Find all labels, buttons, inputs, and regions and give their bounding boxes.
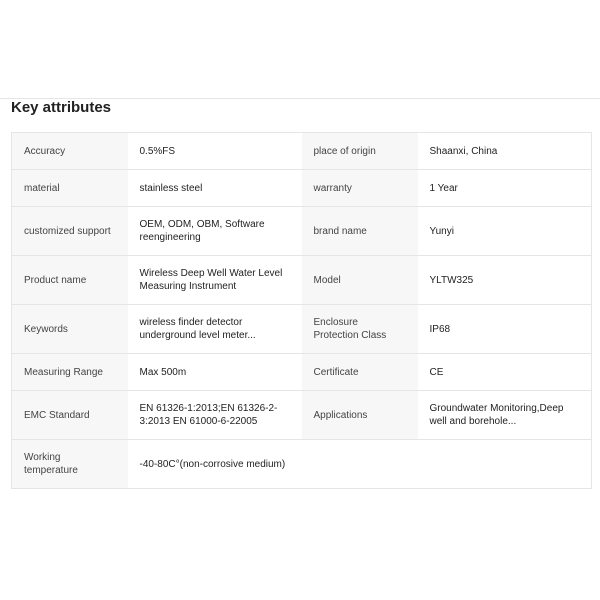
attribute-value: -40-80C°(non-corrosive medium) [128,440,302,489]
attribute-label: brand name [302,207,418,256]
attribute-value: wireless finder detector underground level meter... [128,305,302,354]
attribute-row [12,391,592,440]
attribute-value: 0.5%FS [128,133,302,170]
attribute-value: Yunyi [418,207,592,256]
attribute-label: Product name [12,256,128,305]
attribute-value: OEM, ODM, OBM, Software reengineering [128,207,302,256]
attribute-label: Applications [302,391,418,440]
attribute-row [12,354,592,391]
attribute-value: IP68 [418,305,592,354]
attribute-row [12,305,592,354]
attribute-label: Accuracy [12,133,128,170]
attribute-value: EN 61326-1:2013;EN 61326-2-3:2013 EN 61000-6-22005 [128,391,302,440]
attribute-label: warranty [302,170,418,207]
attribute-value: Max 500m [128,354,302,391]
attribute-value [418,440,592,489]
attribute-label: Working temperature [12,440,128,489]
attribute-value: YLTW325 [418,256,592,305]
attribute-label [302,440,418,489]
attribute-label: place of origin [302,133,418,170]
attribute-label: Certificate [302,354,418,391]
section-title: Key attributes [11,99,112,116]
attribute-label: Keywords [12,305,128,354]
attribute-label: EMC Standard [12,391,128,440]
attribute-row [12,207,592,256]
attribute-label: Model [302,256,418,305]
attribute-row [12,440,592,489]
attribute-value: CE [418,354,592,391]
attribute-value: Wireless Deep Well Water Level Measuring Instrument [128,256,302,305]
attribute-label: material [12,170,128,207]
attribute-value: stainless steel [128,170,302,207]
attribute-row [12,133,592,170]
attribute-label: Enclosure Protection Class [302,305,418,354]
attribute-value: 1 Year [418,170,592,207]
attribute-value: Shaanxi, China [418,133,592,170]
attribute-row [12,256,592,305]
attribute-label: Measuring Range [12,354,128,391]
attribute-label: customized support [12,207,128,256]
attribute-row [12,170,592,207]
key-attributes-table [11,132,592,489]
attribute-value: Groundwater Monitoring,Deep well and borehole... [418,391,592,440]
